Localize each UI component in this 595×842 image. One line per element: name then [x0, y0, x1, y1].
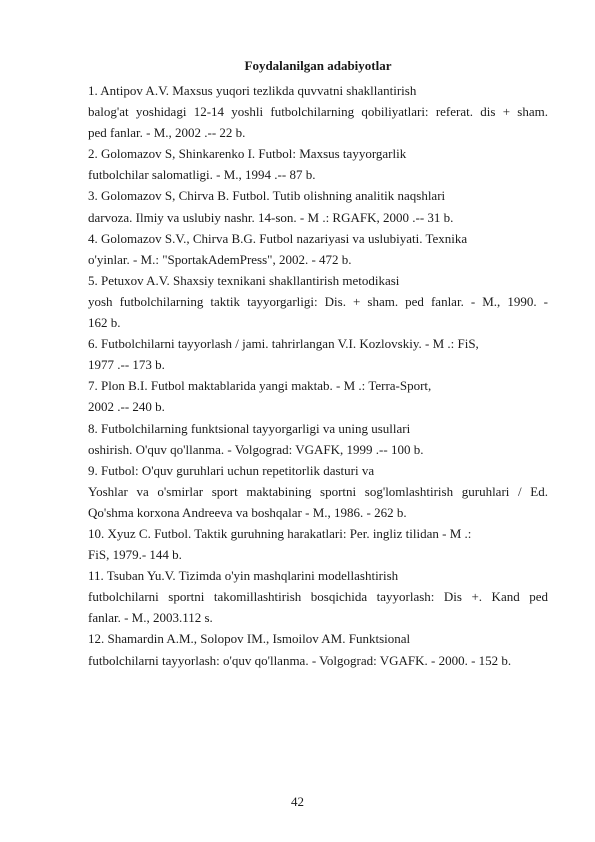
reference-line: 1977 .-- 173 b.	[88, 357, 165, 373]
reference-line: futbolchilar salomatligi. - M., 1994 .-- 87 b.	[88, 167, 316, 183]
reference-line: 2. Golomazov S, Shinkarenko I. Futbol: Maxsus tayyorgarlik	[88, 146, 407, 162]
reference-line: ped fanlar. - M., 2002 .-- 22 b.	[88, 125, 246, 141]
reference-line: 1. Antipov A.V. Maxsus yuqori tezlikda quvvatni shakllantirish	[88, 83, 417, 98]
page-title: Foydalanilgan adabiyotlar	[244, 58, 392, 73]
reference-line: balog'at yoshidagi 12-14 yoshli futbolchilarning qobiliyatlari: referat. dis + sham.	[88, 104, 548, 120]
references-list	[88, 80, 548, 671]
reference-line: 3. Golomazov S, Chirva B. Futbol. Tutib olishning analitik naqshlari	[88, 188, 446, 204]
reference-line: 6. Futbolchilarni tayyorlash / jami. tahrirlangan V.I. Kozlovskiy. - M .: FiS,	[88, 336, 479, 352]
reference-line: o'yinlar. - M.: "SportakAdemPress", 2002. - 472 b.	[88, 251, 352, 267]
reference-line: Qo'shma korxona Andreeva va boshqalar - M., 1986. - 262 b.	[88, 504, 407, 520]
reference-line: 2002 .-- 240 b.	[88, 399, 165, 415]
reference-line: Yoshlar va o'smirlar sport maktabining sportni sog'lomlashtirish guruhlari / Ed.	[88, 483, 548, 499]
page-number: 42	[291, 794, 304, 809]
reference-line: 4. Golomazov S.V., Chirva B.G. Futbol nazariyasi va uslubiyati. Texnika	[88, 230, 468, 246]
reference-line: 8. Futbolchilarning funktsional tayyorgarligi va uning usullari	[88, 420, 411, 436]
reference-line: 7. Plon B.I. Futbol maktablarida yangi maktab. - M .: Terra-Sport,	[88, 378, 432, 394]
reference-line: 11. Tsuban Yu.V. Tizimda o'yin mashqlarini modellashtirish	[88, 568, 399, 584]
reference-line: fanlar. - M., 2003.112 s.	[88, 610, 213, 626]
reference-line: yosh futbolchilarning taktik tayyorgarligi: Dis. + sham. ped fanlar. - M., 1990. -	[88, 293, 548, 309]
reference-line: 5. Petuxov A.V. Shaxsiy texnikani shakllantirish metodikasi	[88, 272, 400, 288]
reference-line: 12. Shamardin A.M., Solopov IM., Ismoilov AM. Funktsional	[88, 631, 411, 647]
reference-line: darvoza. Ilmiy va uslubiy nashr. 14-son. - M .: RGAFK, 2000 .-- 31 b.	[88, 209, 454, 225]
reference-line: futbolchilarni tayyorlash: o'quv qo'llanma. - Volgograd: VGAFK. - 2000. - 152 b.	[88, 652, 512, 668]
reference-line: 9. Futbol: O'quv guruhlari uchun repetitorlik dasturi va	[88, 462, 375, 478]
reference-line: 162 b.	[88, 315, 121, 331]
reference-line: futbolchilarni sportni takomillashtirish bosqichida tayyorlash: Dis +. Kand ped	[88, 589, 548, 605]
reference-line: 10. Xyuz C. Futbol. Taktik guruhning harakatlari: Per. ingliz tilidan - M .:	[88, 525, 472, 541]
reference-line: oshirish. O'quv qo'llanma. - Volgograd: VGAFK, 1999 .-- 100 b.	[88, 441, 424, 457]
reference-line: FiS, 1979.- 144 b.	[88, 547, 182, 563]
